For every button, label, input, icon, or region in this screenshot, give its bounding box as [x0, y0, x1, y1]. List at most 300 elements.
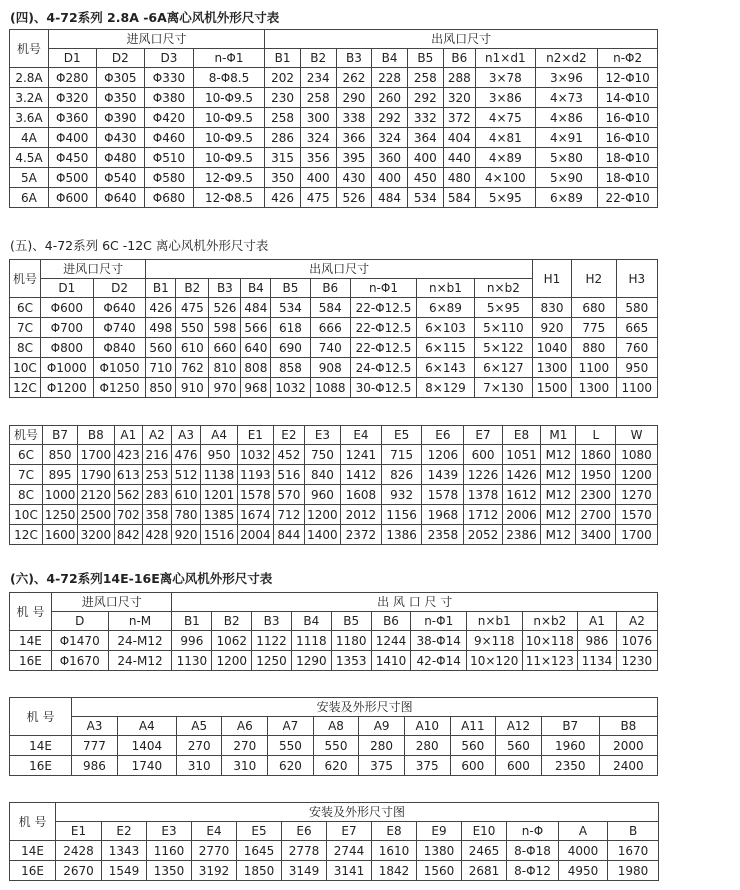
row-model-cell: 16E: [10, 861, 56, 881]
table-cell: 1410: [371, 651, 411, 671]
table-cell: 24-M12: [108, 651, 172, 671]
table-cell: 534: [407, 188, 443, 208]
table-cell: 4×75: [476, 108, 535, 128]
table-cell: 1860: [576, 445, 616, 465]
table-14e-16e-install-e: [9, 802, 659, 881]
table-cell: Φ280: [48, 68, 96, 88]
table-cell: 18-Φ10: [598, 148, 658, 168]
table-cell: 290: [336, 88, 372, 108]
table-cell: 1118: [291, 631, 331, 651]
table-cell: 324: [372, 128, 408, 148]
table-cell: 1040: [532, 338, 571, 358]
table-cell: Φ1000: [40, 358, 93, 378]
table-cell: 24-Φ12.5: [350, 358, 416, 378]
table-cell: M12: [541, 445, 576, 465]
col-header: A4: [117, 717, 176, 736]
col-header: B8: [78, 426, 114, 445]
col-header: A7: [268, 717, 314, 736]
table-row: [10, 485, 658, 505]
table-cell: 22-Φ12.5: [350, 338, 416, 358]
table-cell: Φ480: [96, 148, 145, 168]
table-cell: 740: [310, 338, 350, 358]
table-cell: 1404: [117, 736, 176, 756]
table-row: [10, 841, 659, 861]
table-cell: Φ1200: [40, 378, 93, 398]
table-cell: 430: [336, 168, 372, 188]
table-cell: 1612: [502, 485, 541, 505]
table-row: [10, 298, 658, 318]
table-cell: 356: [300, 148, 336, 168]
table-cell: 366: [336, 128, 372, 148]
table-body: [10, 736, 658, 776]
table-cell: 880: [572, 338, 616, 358]
col-header: B5: [407, 49, 443, 68]
table-cell: 428: [143, 525, 172, 545]
table-cell: 6×143: [417, 358, 475, 378]
col-group-outlet: 出风口尺寸: [146, 260, 533, 279]
table-cell: 1610: [372, 841, 417, 861]
table-cell: 810: [209, 358, 241, 378]
table-cell: 710: [146, 358, 176, 378]
table-cell: 270: [176, 736, 222, 756]
table-cell: 1088: [310, 378, 350, 398]
table-cell: 584: [310, 298, 350, 318]
col-header: B6: [310, 279, 350, 298]
table-cell: 4950: [559, 861, 608, 881]
col-header: A4: [201, 426, 237, 445]
table-cell: 300: [300, 108, 336, 128]
table-cell: 202: [265, 68, 301, 88]
table-cell: 375: [404, 756, 450, 776]
table-cell: 310: [176, 756, 222, 776]
table-cell: 5×95: [476, 188, 535, 208]
row-model-cell: 7C: [10, 318, 41, 338]
table-cell: 364: [407, 128, 443, 148]
table-header: [10, 803, 659, 841]
col-group-install: 安装及外形尺寸图: [72, 698, 658, 717]
table-cell: Φ330: [145, 68, 194, 88]
col-header: B5: [331, 612, 371, 631]
table-cell: Φ420: [145, 108, 194, 128]
row-model-cell: 3.2A: [10, 88, 49, 108]
table-cell: M12: [541, 525, 576, 545]
table-cell: 22-Φ10: [598, 188, 658, 208]
table-cell: 1226: [464, 465, 503, 485]
table-cell: 8-Φ12: [507, 861, 559, 881]
table-cell: 3149: [282, 861, 327, 881]
table-cell: 6×103: [417, 318, 475, 338]
table-cell: 534: [271, 298, 310, 318]
table-cell: 3×86: [476, 88, 535, 108]
row-model-cell: 12C: [10, 525, 43, 545]
table-cell: M12: [541, 465, 576, 485]
table-cell: 1250: [252, 651, 292, 671]
table-cell: 950: [616, 358, 657, 378]
table-cell: Φ680: [145, 188, 194, 208]
table-14e-16e-install-a: [9, 697, 658, 776]
table-cell: 440: [443, 148, 475, 168]
col-header: E1: [237, 426, 273, 445]
table-cell: 324: [300, 128, 336, 148]
table-cell: 516: [273, 465, 304, 485]
table-cell: 2350: [541, 756, 599, 776]
col-header: B6: [443, 49, 475, 68]
table-cell: 8×129: [417, 378, 475, 398]
col-header: A8: [313, 717, 359, 736]
col-header: E9: [417, 822, 462, 841]
table-cell: 42-Φ14: [411, 651, 467, 671]
table-cell: 1950: [576, 465, 616, 485]
col-header: E5: [237, 822, 282, 841]
table-body: [10, 298, 658, 398]
table-cell: 1138: [201, 465, 237, 485]
table-cell: 1080: [616, 445, 658, 465]
row-model-cell: 6C: [10, 298, 41, 318]
table-cell: 4×86: [535, 108, 598, 128]
table-cell: 6×89: [535, 188, 598, 208]
table-cell: 423: [114, 445, 143, 465]
table-cell: Φ460: [145, 128, 194, 148]
col-header: n×b2: [522, 612, 578, 631]
table-cell: 2372: [341, 525, 382, 545]
table-cell: 332: [407, 108, 443, 128]
row-model-cell: 2.8A: [10, 68, 49, 88]
table-cell: 1600: [43, 525, 78, 545]
col-group-inlet: 进风口尺寸: [40, 260, 145, 279]
col-header: A9: [359, 717, 405, 736]
table-cell: 1350: [147, 861, 192, 881]
table-cell: 404: [443, 128, 475, 148]
col-header: E10: [462, 822, 507, 841]
table-cell: 640: [241, 338, 271, 358]
table-4-72-2.8a-6a: [9, 29, 658, 208]
table-cell: 3200: [78, 525, 114, 545]
table-cell: 38-Φ14: [411, 631, 467, 651]
table-cell: 283: [143, 485, 172, 505]
table-cell: Φ600: [48, 188, 96, 208]
table-cell: 8-Φ18: [507, 841, 559, 861]
table-cell: Φ640: [96, 188, 145, 208]
table-cell: 1700: [616, 525, 658, 545]
table-cell: 24-M12: [108, 631, 172, 651]
table-cell: 4×91: [535, 128, 598, 148]
table-cell: 5×95: [474, 298, 532, 318]
table-cell: 560: [146, 338, 176, 358]
table-cell: 808: [241, 358, 271, 378]
table-cell: 14-Φ10: [598, 88, 658, 108]
table-cell: 30-Φ12.5: [350, 378, 416, 398]
table-cell: Φ430: [96, 128, 145, 148]
table-cell: 1380: [417, 841, 462, 861]
table-row: [10, 148, 658, 168]
table-cell: 775: [572, 318, 616, 338]
col-group-outlet: 出风口尺寸: [265, 30, 658, 49]
col-header: n-Φ1: [350, 279, 416, 298]
table-cell: 550: [268, 736, 314, 756]
col-header: E2: [102, 822, 147, 841]
table-cell: 2120: [78, 485, 114, 505]
table-cell: 1300: [572, 378, 616, 398]
table-cell: 1200: [212, 651, 252, 671]
table-cell: 452: [273, 445, 304, 465]
table-cell: 1980: [608, 861, 659, 881]
table-cell: 280: [359, 736, 405, 756]
table-cell: 1134: [578, 651, 617, 671]
table-row: [10, 358, 658, 378]
table-cell: 475: [300, 188, 336, 208]
table-cell: 292: [407, 88, 443, 108]
col-header-model: 机号: [10, 260, 41, 298]
table-cell: 480: [443, 168, 475, 188]
table-cell: 16-Φ10: [598, 108, 658, 128]
table-cell: 950: [201, 445, 237, 465]
table-cell: 400: [407, 148, 443, 168]
table-cell: 526: [209, 298, 241, 318]
table-cell: 1062: [212, 631, 252, 651]
table-cell: 1960: [541, 736, 599, 756]
col-header: A6: [222, 717, 268, 736]
table-cell: 777: [72, 736, 118, 756]
table-cell: 2006: [502, 505, 541, 525]
table-cell: 280: [404, 736, 450, 756]
table-cell: M12: [541, 485, 576, 505]
col-header: E8: [502, 426, 541, 445]
table-cell: 5×110: [474, 318, 532, 338]
col-group-inlet: 进风口尺寸: [51, 593, 172, 612]
col-header: B7: [43, 426, 78, 445]
table-cell: Φ1670: [51, 651, 108, 671]
col-header: B: [608, 822, 659, 841]
table-cell: 1032: [237, 445, 273, 465]
table-cell: Φ640: [93, 298, 146, 318]
table-body: [10, 445, 658, 545]
table-cell: 550: [176, 318, 209, 338]
table-cell: 1100: [572, 358, 616, 378]
table-cell: 260: [372, 88, 408, 108]
table-cell: Φ580: [145, 168, 194, 188]
table-cell: 996: [172, 631, 212, 651]
table-cell: 712: [273, 505, 304, 525]
table-cell: Φ390: [96, 108, 145, 128]
table-cell: 932: [381, 485, 422, 505]
table-4-72-14e-16e: [9, 592, 658, 671]
section-6-title: (六)、4-72系列14E-16E离心风机外形尺寸表: [10, 571, 273, 586]
table-cell: 1608: [341, 485, 382, 505]
col-header: B4: [372, 49, 408, 68]
table-cell: 350: [265, 168, 301, 188]
col-group-outlet: 出 风 口 尺 寸: [172, 593, 658, 612]
table-cell: 1842: [372, 861, 417, 881]
table-cell: 1740: [117, 756, 176, 776]
table-cell: 262: [336, 68, 372, 88]
table-cell: 1500: [532, 378, 571, 398]
table-cell: 600: [464, 445, 503, 465]
table-cell: 8-Φ8.5: [193, 68, 264, 88]
table-cell: 358: [143, 505, 172, 525]
table-cell: Φ1050: [93, 358, 146, 378]
table-cell: 910: [176, 378, 209, 398]
col-header: E7: [464, 426, 503, 445]
table-body: [10, 68, 658, 208]
col-header: M1: [541, 426, 576, 445]
table-header: [10, 426, 658, 445]
col-header: B6: [371, 612, 411, 631]
table-cell: 2744: [327, 841, 372, 861]
table-cell: 1193: [237, 465, 273, 485]
table-cell: 476: [171, 445, 201, 465]
col-header: n1×d1: [476, 49, 535, 68]
header-row: [10, 426, 658, 445]
table-cell: 1712: [464, 505, 503, 525]
col-header: B2: [212, 612, 252, 631]
table-cell: 620: [313, 756, 359, 776]
table-cell: 1439: [422, 465, 464, 485]
col-header-h3: H3: [616, 260, 657, 298]
col-header: 机号: [10, 426, 43, 445]
table-cell: Φ510: [145, 148, 194, 168]
col-header: E6: [422, 426, 464, 445]
col-header: W: [616, 426, 658, 445]
table-row: [10, 318, 658, 338]
table-cell: 5×122: [474, 338, 532, 358]
table-cell: 1032: [271, 378, 310, 398]
row-model-cell: 14E: [10, 841, 56, 861]
col-header: n2×d2: [535, 49, 598, 68]
col-header: A11: [450, 717, 496, 736]
table-cell: 1051: [502, 445, 541, 465]
table-cell: Φ1250: [93, 378, 146, 398]
table-cell: 598: [209, 318, 241, 338]
col-header: B1: [265, 49, 301, 68]
table-row: [10, 465, 658, 485]
table-cell: 6×127: [474, 358, 532, 378]
row-model-cell: 8C: [10, 485, 43, 505]
table-cell: 850: [43, 445, 78, 465]
table-cell: 3141: [327, 861, 372, 881]
table-cell: 858: [271, 358, 310, 378]
col-header: A: [559, 822, 608, 841]
table-row: [10, 338, 658, 358]
col-header: A2: [616, 612, 657, 631]
table-cell: 310: [222, 756, 268, 776]
table-cell: 1570: [616, 505, 658, 525]
col-header: A12: [496, 717, 542, 736]
table-cell: 1385: [201, 505, 237, 525]
col-header: E3: [304, 426, 340, 445]
table-cell: 702: [114, 505, 143, 525]
col-header: B5: [271, 279, 310, 298]
col-header: n×b1: [417, 279, 475, 298]
table-cell: 288: [443, 68, 475, 88]
table-cell: 1200: [304, 505, 340, 525]
table-cell: Φ540: [96, 168, 145, 188]
table-cell: 584: [443, 188, 475, 208]
table-cell: 7×130: [474, 378, 532, 398]
col-header: E6: [282, 822, 327, 841]
table-cell: 986: [72, 756, 118, 776]
table-row: [10, 445, 658, 465]
table-cell: 690: [271, 338, 310, 358]
col-header: A3: [171, 426, 201, 445]
table-cell: 2500: [78, 505, 114, 525]
table-body: [10, 841, 659, 881]
table-cell: 908: [310, 358, 350, 378]
table-row: [10, 756, 658, 776]
table-row: [10, 651, 658, 671]
table-cell: 1200: [616, 465, 658, 485]
table-cell: 580: [616, 298, 657, 318]
table-cell: 2004: [237, 525, 273, 545]
table-cell: 426: [146, 298, 176, 318]
table-cell: 3192: [192, 861, 237, 881]
table-cell: 2300: [576, 485, 616, 505]
table-cell: 475: [176, 298, 209, 318]
table-cell: 750: [304, 445, 340, 465]
table-cell: 286: [265, 128, 301, 148]
table-cell: 1378: [464, 485, 503, 505]
table-cell: 484: [241, 298, 271, 318]
table-cell: 5×80: [535, 148, 598, 168]
table-cell: 1290: [291, 651, 331, 671]
table-cell: 618: [271, 318, 310, 338]
row-model-cell: 4.5A: [10, 148, 49, 168]
table-cell: 2358: [422, 525, 464, 545]
table-cell: 1386: [381, 525, 422, 545]
table-cell: 1300: [532, 358, 571, 378]
table-row: [10, 88, 658, 108]
table-cell: 562: [114, 485, 143, 505]
table-cell: 234: [300, 68, 336, 88]
table-cell: 680: [572, 298, 616, 318]
col-header: D: [51, 612, 108, 631]
col-header: B3: [252, 612, 292, 631]
table-cell: 484: [372, 188, 408, 208]
table-cell: 1670: [608, 841, 659, 861]
col-header: B3: [209, 279, 241, 298]
table-cell: Φ450: [48, 148, 96, 168]
table-cell: 258: [407, 68, 443, 88]
col-header: A1: [114, 426, 143, 445]
table-cell: 372: [443, 108, 475, 128]
header-row: [10, 49, 658, 68]
table-cell: 498: [146, 318, 176, 338]
table-cell: 780: [171, 505, 201, 525]
col-header: n-Φ1: [411, 612, 467, 631]
table-cell: 2681: [462, 861, 507, 881]
col-header-h1: H1: [532, 260, 571, 298]
table-cell: 10-Φ9.5: [193, 148, 264, 168]
table-cell: 4000: [559, 841, 608, 861]
row-model-cell: 3.6A: [10, 108, 49, 128]
table-cell: Φ600: [40, 298, 93, 318]
table-4-72-6c-12c: [9, 259, 658, 398]
table-cell: 4×89: [476, 148, 535, 168]
table-row: [10, 188, 658, 208]
table-cell: 2000: [599, 736, 657, 756]
table-cell: 1000: [43, 485, 78, 505]
table-cell: 10-Φ9.5: [193, 88, 264, 108]
col-header: A2: [143, 426, 172, 445]
table-cell: 2465: [462, 841, 507, 861]
table-cell: 526: [336, 188, 372, 208]
table-row: [10, 631, 658, 651]
table-cell: 258: [265, 108, 301, 128]
table-cell: 216: [143, 445, 172, 465]
table-cell: Φ500: [48, 168, 96, 188]
row-model-cell: 6C: [10, 445, 43, 465]
col-header: A5: [176, 717, 222, 736]
table-cell: 1400: [304, 525, 340, 545]
